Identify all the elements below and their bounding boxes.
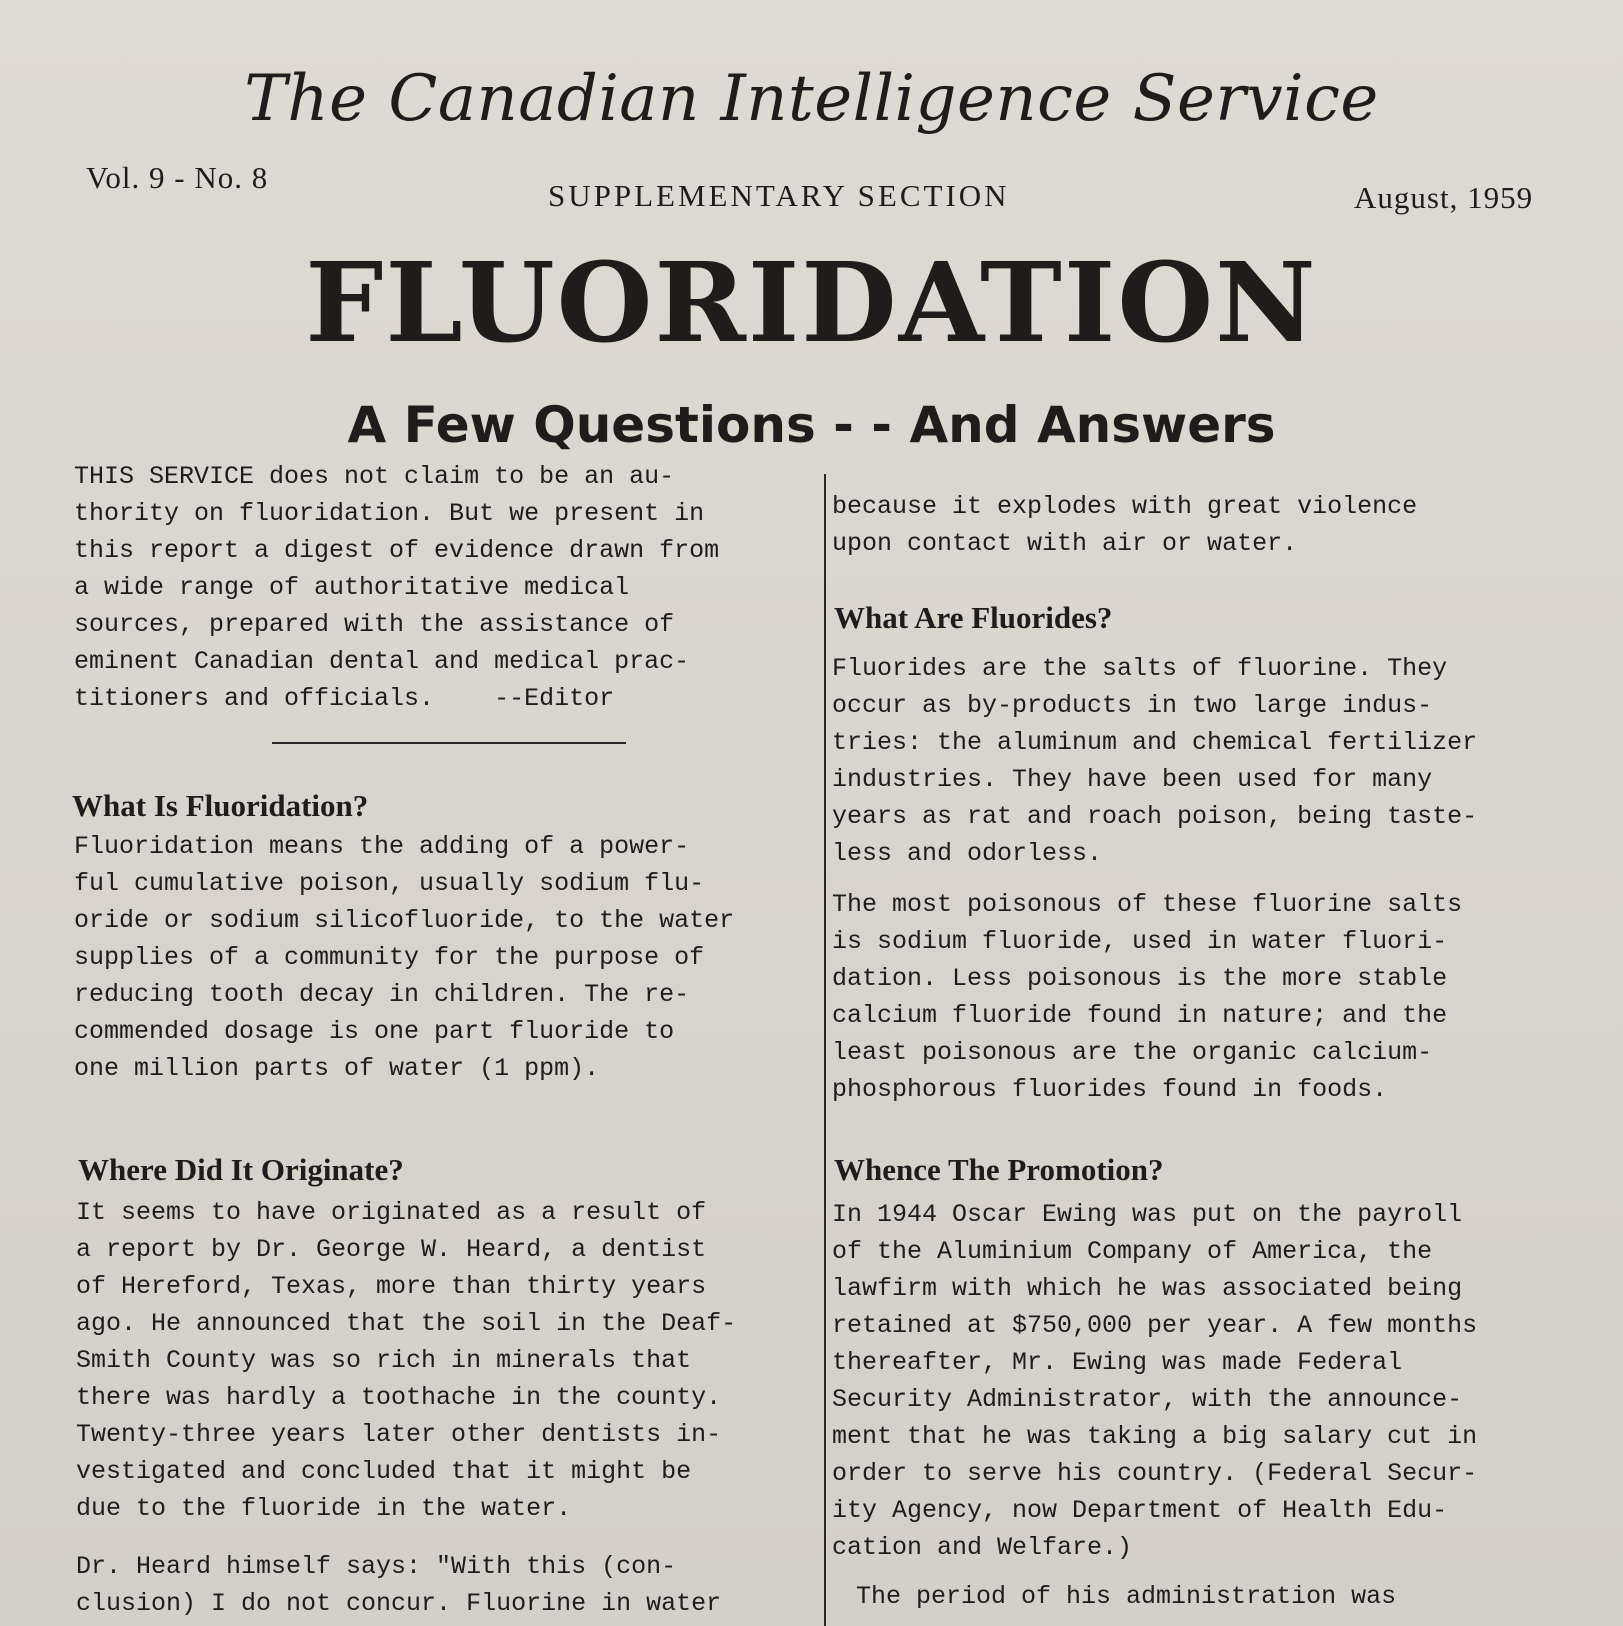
- section-heading: Whence The Promotion?: [834, 1152, 1164, 1187]
- issue-date: August, 1959: [1354, 180, 1534, 215]
- text-line: ful cumulative poison, usually sodium flu-: [74, 869, 705, 898]
- text-line: Security Administrator, with the announce-: [832, 1385, 1463, 1414]
- text-line: thereafter, Mr. Ewing was made Federal: [832, 1348, 1403, 1377]
- text-line: tries: the aluminum and chemical fertilizer: [832, 728, 1478, 757]
- section-paragraph: [74, 828, 810, 1087]
- text-line: vestigated and concluded that it might be: [76, 1457, 692, 1486]
- text-line: The most poisonous of these fluorine salts: [832, 890, 1463, 919]
- text-line: reducing tooth decay in children. The re-: [74, 980, 690, 1009]
- text-line: of Hereford, Texas, more than thirty years: [76, 1272, 707, 1301]
- text-line: one million parts of water (1 ppm).: [74, 1054, 600, 1083]
- text-line: Dr. Heard himself says: "With this (con-: [76, 1552, 677, 1581]
- text-line: lawfirm with which he was associated being: [832, 1274, 1463, 1303]
- text-line: years as rat and roach poison, being taste-: [832, 802, 1478, 831]
- continued-paragraph: [832, 488, 1556, 562]
- text-line: upon contact with air or water.: [832, 529, 1298, 558]
- section-paragraph: [76, 1194, 810, 1527]
- section-heading: Where Did It Originate?: [78, 1152, 404, 1187]
- text-line: due to the fluoride in the water.: [76, 1494, 572, 1523]
- text-line: It seems to have originated as a result of: [76, 1198, 707, 1227]
- text-line: order to serve his country. (Federal Secur-: [832, 1459, 1478, 1488]
- text-line: supplies of a community for the purpose of: [74, 943, 705, 972]
- section-paragraph: [76, 1548, 810, 1622]
- column-divider: [824, 474, 826, 1626]
- text-line: occur as by-products in two large indus-: [832, 691, 1433, 720]
- text-line: industries. They have been used for many: [832, 765, 1433, 794]
- text-line: of the Aluminium Company of America, the: [832, 1237, 1433, 1266]
- text-line: cation and Welfare.): [832, 1533, 1133, 1562]
- text-line: clusion) I do not concur. Fluorine in water: [76, 1589, 722, 1618]
- volume-number: Vol. 9 - No. 8: [86, 160, 269, 195]
- section-paragraph: [832, 650, 1556, 872]
- text-line: retained at $750,000 per year. A few months: [832, 1311, 1478, 1340]
- section-heading: What Is Fluoridation?: [72, 788, 369, 823]
- section-paragraph: [832, 1196, 1556, 1566]
- text-line: less and odorless.: [832, 839, 1103, 868]
- text-line: In 1944 Oscar Ewing was put on the payroll: [832, 1200, 1463, 1229]
- subheadline: A Few Questions - - And Answers: [347, 396, 1276, 454]
- text-line: sources, prepared with the assistance of: [74, 610, 675, 639]
- text-line: Smith County was so rich in minerals that: [76, 1346, 692, 1375]
- text-line: there was hardly a toothache in the county.: [76, 1383, 722, 1412]
- text-line: oride or sodium silicofluoride, to the water: [74, 906, 735, 935]
- text-line: Fluorides are the salts of fluorine. They: [832, 654, 1448, 683]
- text-line: thority on fluoridation. But we present in: [74, 499, 705, 528]
- text-line: a report by Dr. George W. Heard, a dentist: [76, 1235, 707, 1264]
- text-line: titioners and officials. --Editor: [74, 684, 615, 713]
- section-divider: [272, 742, 626, 744]
- section-label: SUPPLEMENTARY SECTION: [548, 178, 1010, 213]
- text-line: Fluoridation means the adding of a power-: [74, 832, 690, 861]
- masthead-title: The Canadian Intelligence Service: [244, 62, 1379, 136]
- text-line: is sodium fluoride, used in water fluori-: [832, 927, 1448, 956]
- text-line: commended dosage is one part fluoride to: [74, 1017, 675, 1046]
- section-heading: What Are Fluorides?: [834, 600, 1113, 635]
- text-line: this report a digest of evidence drawn from: [74, 536, 720, 565]
- text-line: Twenty-three years later other dentists in-: [76, 1420, 722, 1449]
- text-line: ity Agency, now Department of Health Edu-: [832, 1496, 1448, 1525]
- section-paragraph: [832, 886, 1556, 1108]
- text-line: phosphorous fluorides found in foods.: [832, 1075, 1388, 1104]
- text-line: dation. Less poisonous is the more stable: [832, 964, 1448, 993]
- text-line: because it explodes with great violence: [832, 492, 1418, 521]
- text-line: eminent Canadian dental and medical prac-: [74, 647, 690, 676]
- text-line: least poisonous are the organic calcium-: [832, 1038, 1433, 1067]
- text-line: The period of his administration was: [856, 1582, 1397, 1611]
- text-line: calcium fluoride found in nature; and the: [832, 1001, 1448, 1030]
- section-paragraph: [856, 1578, 1556, 1615]
- text-line: a wide range of authoritative medical: [74, 573, 630, 602]
- text-line: THIS SERVICE does not claim to be an au-: [74, 462, 675, 491]
- text-line: ment that he was taking a big salary cut in: [832, 1422, 1478, 1451]
- intro-paragraph: [74, 458, 810, 717]
- main-headline: FLUORIDATION: [305, 238, 1318, 367]
- text-line: ago. He announced that the soil in the Deaf-: [76, 1309, 737, 1338]
